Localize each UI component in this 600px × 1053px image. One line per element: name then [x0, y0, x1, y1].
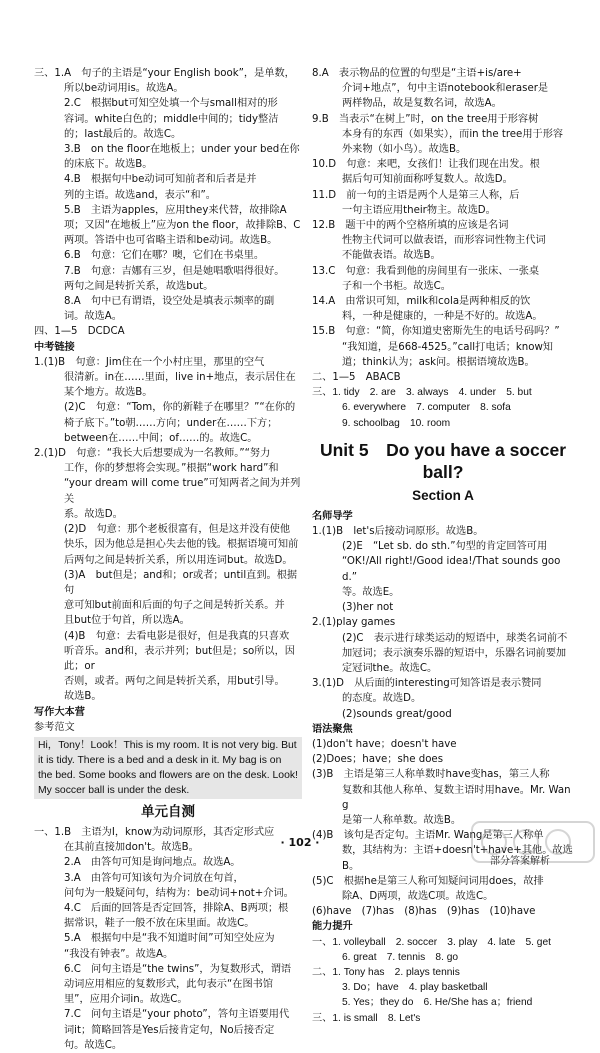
text-line: 7.C 问句主语是“your photo”，答句主语要用代 — [64, 1009, 290, 1021]
text-line: (5)C 根据he是第三人称可知疑问词用does，故排 — [312, 875, 544, 887]
text-line: 动词应用相应的复数形式，此句表示“在图书馆 — [64, 978, 274, 990]
text-line: 道；think认为；ask问。根据语境故选B。 — [342, 356, 535, 368]
text-line: 4.B 根据句中be动词可知前者和后者是并 — [64, 174, 257, 186]
text-line: 的床底下。故选B。 — [64, 159, 153, 171]
text-line: 定冠词the。故选C。 — [342, 662, 438, 674]
text-line: 项；又因“在地板上”应为on the floor，故排除B、C — [64, 220, 301, 232]
text-line: 据常识，鞋子一般不放在床里面。故选C。 — [64, 918, 255, 930]
text-line: 加冠词；表示演奏乐器的短语中，乐器名词前要加 — [342, 647, 567, 659]
text-line: 三、1. is small 8. Let's — [312, 1012, 421, 1024]
section-heading: 写作大本营 — [34, 706, 85, 718]
text-line: “your dream will come true”可知两者之间为并列关 — [64, 478, 301, 505]
text-line: 一、1.B 主语为I，know为动词原形，其否定形式应 — [34, 826, 275, 838]
text-line: (2)Does；have；she does — [312, 754, 443, 766]
text-line: 据后句可知前面称呼复数人。故选D。 — [342, 174, 513, 186]
text-line: 2.C 根据but可知空处填一个与small相对的形 — [64, 98, 278, 110]
text-line: (2)sounds great/good — [342, 708, 452, 720]
text-line: 5.B 主语为apples，应用they来代替，故排除A — [64, 204, 287, 216]
text-line: between在……中间；of……的。故选C。 — [64, 432, 258, 444]
right-column — [312, 66, 574, 1026]
text-line: (2)D 句意：那个老板很富有，但是这并没有使他 — [64, 524, 291, 536]
text-line: 8.A 句中已有谓语，设空处是填表示频率的副 — [64, 296, 275, 308]
text-line: 在其前直接加don't。故选B。 — [64, 842, 199, 854]
text-line: 容词。white白色的；middle中间的；tidy整洁 — [64, 113, 279, 125]
unit-test-title: 单元自测 — [141, 803, 195, 820]
text-line: 三、1.A 句子的主语是“your English book”，是单数， — [34, 68, 295, 79]
watermark-logo-icon — [470, 818, 596, 866]
text-line: 料，一种是健康的，一种是不好的。故选A。 — [342, 311, 543, 323]
section-heading: 名师导学 — [312, 510, 353, 522]
text-line: 9.B 当表示“在树上”时，on the tree用于形容树 — [312, 113, 539, 125]
text-line: 后两句之间是转折关系，所以用连词but。故选D。 — [64, 554, 293, 566]
text-line: 复数和其他人称单、复数主语时用have。Mr. Wang — [342, 784, 571, 811]
text-line: 7.B 句意：吉娜有三岁，但是她唱歌唱得很好。 — [64, 265, 285, 277]
text-line: 2.(1)D 句意：“我长大后想要成为一名教师。”“努力 — [34, 448, 271, 460]
text-line: (2)C 表示进行球类运动的短语中，球类名词前不 — [342, 632, 568, 644]
text-line: (4)B 该句是否定句。主语Mr. Wang是第三人称单 — [312, 830, 544, 842]
text-line: 数，其结构为：主语+doesn't+have+其他。故选 — [342, 845, 573, 857]
text-line: 句。故选C。 — [64, 1039, 123, 1051]
text-line: “我没有钟表”。故选A。 — [64, 948, 174, 960]
text-line: 听音乐。and和，表示并列；but但是；so所以，因此；or — [64, 645, 295, 672]
text-line: 椅子底下。”to朝……方向；under在……下方； — [64, 417, 278, 429]
text-line: (2)C 句意：“Tom，你的新鞋子在哪里？”“在你的 — [64, 402, 296, 414]
text-line: 不能做表语。故选B。 — [342, 250, 441, 262]
text-line: (3)A but但是；and和；or或者；until直到。根据句 — [64, 569, 298, 596]
text-line: 问句为一般疑问句，结构为：be动词+not+介词。 — [64, 887, 294, 899]
text-line: 的；last最后的。故选C。 — [64, 128, 182, 140]
text-line: (2)E “Let sb. do sth.”句型的肯定回答可用 — [342, 541, 548, 553]
text-line: 是第一人称单数。故选B。 — [342, 814, 462, 826]
text-line: 等。故选E。 — [342, 586, 400, 598]
text-line: 14.A 由常识可知，milk和cola是两种相反的饮 — [312, 296, 531, 308]
text-line: 快乐，因为他总是担心失去他的钱。根据语境可知前 — [64, 539, 299, 551]
text-line: 里”，应用介词in。故选C。 — [64, 994, 188, 1006]
text-line: “我知道，是668-4525。”call打电话；know知 — [342, 341, 553, 353]
text-line: B。 — [342, 860, 360, 872]
footer-label: 部分答案解析 — [490, 856, 550, 867]
text-line: (3)her not — [342, 602, 394, 614]
text-line: (4)B 句意：去看电影是很好，但是我真的只喜欢 — [64, 630, 290, 642]
text-line: 3.B on the floor在地板上；under your bed在你 — [64, 144, 300, 156]
text-line: 8.A 表示物品的位置的句型是“主语+is/are+ — [312, 68, 522, 79]
text-line: 3.(1)D 从后面的interesting可知答语是表示赞同 — [312, 678, 542, 690]
text-line: 两项。答语中也可省略主语和be动词。故选B。 — [64, 235, 278, 247]
text-line: 子和一个书柜。故选C。 — [342, 280, 451, 292]
text-line: 参考范文 — [34, 721, 75, 733]
text-line: 外来物（如小鸟）。故选B。 — [342, 144, 467, 156]
text-line: 所以be动词用is。故选A。 — [64, 83, 184, 95]
text-line: “OK!/All right!/Good idea!/That sounds good.” — [342, 556, 561, 583]
sample-essay-box: Hi，Tony！Look！This is my room. It is not very big. But it is tidy. There is a bed and a desk in it. My bag is on the bed. Some books and flowers are on the desk. Look! My soccer ball is under the desk. — [34, 737, 302, 799]
text-line: 1.(1)B 句意：Jim住在一个小村庄里，那里的空气 — [34, 356, 265, 368]
section-heading: 语法聚焦 — [312, 723, 353, 735]
text-line: 除A、D两项，故选C项。故选C。 — [342, 890, 494, 902]
text-line: 故选B。 — [64, 691, 102, 703]
text-line: 3.A 由答句可知该句为介词放在句首， — [64, 872, 244, 884]
text-line: 某个地方。故选B。 — [64, 387, 153, 399]
text-line: 两样物品，故是复数名词，故选A。 — [342, 98, 502, 110]
text-line: 6.C 问句主语是“the twins”，为复数形式，谓语 — [64, 963, 292, 975]
section-title: Section A — [412, 487, 474, 503]
text-line: 6.B 句意：它们在哪？噢，它们在书桌里。 — [64, 250, 265, 262]
text-line: 否则，或者。两句之间是转折关系，用but引导。 — [64, 676, 285, 688]
text-line: 词。故选A。 — [64, 311, 122, 323]
text-line: 1.(1)B let's后接动词原形。故选B。 — [312, 526, 484, 538]
text-line: 介词+地点”，句中主语notebook和eraser是 — [342, 83, 549, 95]
text-line: 2.A 由答句可知是询问地点。故选A。 — [64, 857, 241, 869]
text-line: 二、1—5 ABACB — [312, 372, 401, 384]
text-line: 意可知but前面和后面的句子之间是转折关系。并 — [64, 600, 285, 612]
text-line: 列的主语。故选and，表示“和”。 — [64, 189, 216, 201]
text-line: 系。故选D。 — [64, 508, 123, 520]
text-line: 一、1. volleyball 2. soccer 3. play 4. late 5. get — [312, 936, 551, 948]
text-line: 的态度。故选D。 — [342, 693, 422, 705]
page-number: · 102 · — [280, 836, 320, 849]
text-line: 本身有的东西（如果实），而in the tree用于形容 — [342, 128, 564, 140]
text-line: 15.B 句意：“简，你知道史密斯先生的电话号码吗？” — [312, 326, 560, 338]
text-line: 10.D 句意：来吧，女孩们！让我们现在出发。根 — [312, 159, 540, 171]
text-line: (1)don't have；doesn't have — [312, 738, 457, 750]
text-line: 工作，你的梦想将会实现。”根据“work hard”和 — [64, 463, 279, 475]
text-line: 四、1—5 DCDCA — [34, 326, 125, 338]
text-line: 词it；简略回答是Yes后接肯定句，No后接否定 — [64, 1024, 275, 1036]
text-line: 13.C 句意：我看到他的房间里有一张床、一张桌 — [312, 265, 540, 277]
text-line: 6. great 7. tennis 8. go — [342, 951, 459, 963]
section-heading: 中考链接 — [34, 341, 75, 353]
text-line: 性物主代词可以做表语，而形容词性物主代词 — [342, 235, 546, 247]
text-line: 且but位于句首，所以选A。 — [64, 615, 190, 627]
text-line: 5. Yes；they do 6. He/She has a；friend — [342, 997, 533, 1009]
text-line: 2.(1)play games — [312, 617, 396, 629]
text-line: 三、1. tidy 2. are 3. always 4. under 5. but — [312, 387, 532, 399]
text-line: 两句之间是转折关系，故选but。 — [64, 280, 214, 292]
section-heading: 能力提升 — [312, 921, 353, 933]
text-line: 4.C 后面的回答是否定回答，排除A、B两项；根 — [64, 902, 289, 914]
unit-title: Unit 5 Do you have a soccer ball? — [319, 439, 567, 482]
text-line: 一句主语应用their物主。故选D。 — [342, 204, 496, 216]
text-line: (3)B 主语是第三人称单数时have变has，第三人称 — [312, 769, 550, 781]
text-line: (6)have (7)has (8)has (9)has (10)have — [312, 906, 536, 918]
text-line: 6. everywhere 7. computer 8. sofa — [342, 402, 511, 414]
text-line: 3. Do；have 4. play basketball — [342, 982, 488, 994]
text-line: 9. schoolbag 10. room — [342, 417, 451, 429]
text-line: 很清新。in在……里面，live in+地点，表示居住在 — [64, 372, 296, 384]
text-line: 二、1. Tony has 2. plays tennis — [312, 966, 460, 978]
left-column — [34, 66, 302, 1053]
text-line: 12.B 题干中的两个空格所填的应该是名词 — [312, 220, 509, 232]
text-line: 5.A 根据句中是“我不知道时间”可知空处应为 — [64, 933, 275, 945]
text-line: 11.D 前一句的主语是两个人是第三人称，后 — [312, 189, 520, 201]
